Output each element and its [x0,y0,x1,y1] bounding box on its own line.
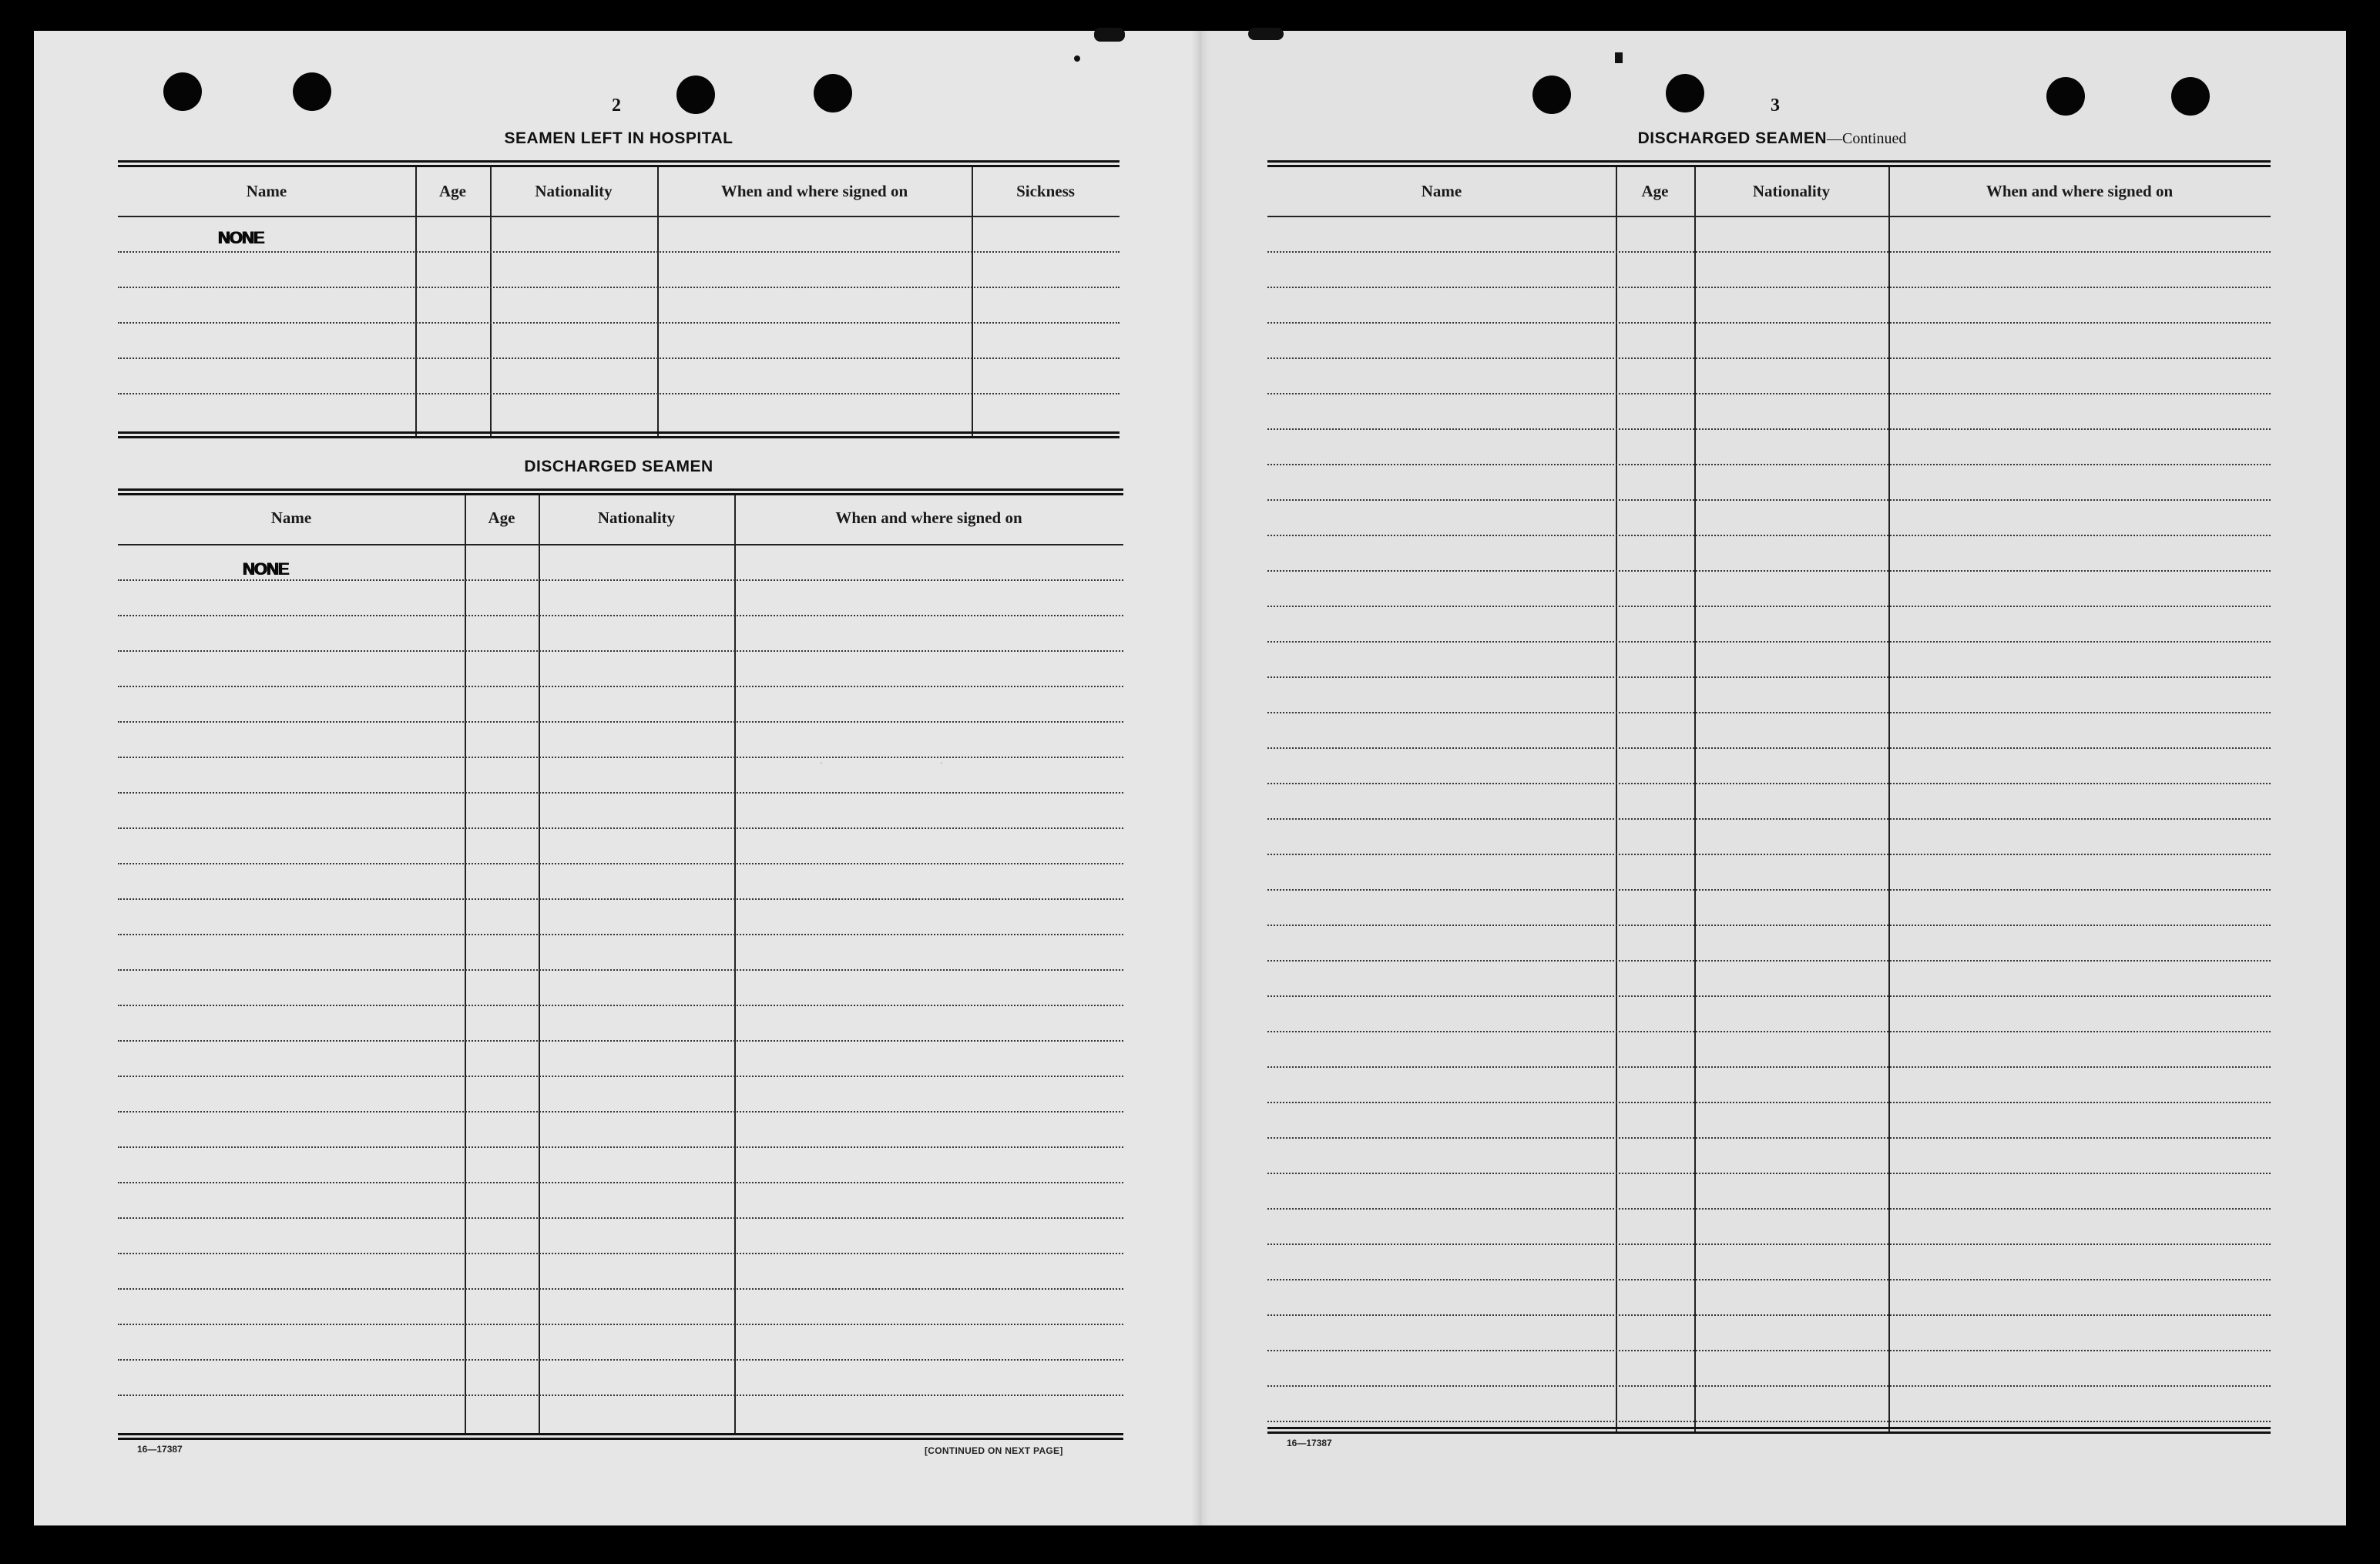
form-row-line [118,792,1123,794]
form-row-line [118,898,1123,900]
form-code: 16—17387 [137,1444,183,1455]
form-row-line [1267,676,2271,678]
column-header-nationality: Nationality [535,182,613,200]
punch-hole [1532,76,1571,114]
form-row-line [118,1076,1123,1077]
form-row-line [118,1324,1123,1325]
form-row-line [118,1359,1123,1361]
form-row-line [118,1146,1123,1148]
form-row-line [118,1040,1123,1042]
column-header-name: Name [270,508,312,527]
form-row-line [1267,428,2271,430]
page-number: 3 [1771,96,1780,116]
section-title-discharged-continued [1464,129,2080,148]
punch-hole [676,76,715,114]
form-row-line [1267,1314,2271,1316]
tear-mark [1074,55,1080,62]
column-header-name: Name [1421,182,1462,200]
form-row-line [118,934,1123,935]
form-row-line [118,1288,1123,1290]
form-row-line [118,1217,1123,1219]
form-row-line [1267,960,2271,962]
form-row-line [1267,464,2271,465]
punch-hole [2046,77,2085,116]
form-row-line [1267,1066,2271,1068]
form-row-line [1267,1102,2271,1103]
entry-none-stamp: NONE [243,559,289,579]
punch-hole [1666,74,1704,112]
form-row-line [118,757,1123,758]
form-row-line [118,1111,1123,1113]
form-row-line [1267,854,2271,855]
form-row-line [118,579,1123,581]
form-row-line [1267,1350,2271,1351]
form-row-line [118,650,1123,652]
punch-hole [2171,77,2210,116]
form-row-line [1267,925,2271,926]
form-row-line [118,969,1123,971]
form-row-line [118,827,1123,829]
discharged-table [118,488,1123,1441]
form-row-line [1267,606,2271,607]
column-header-nationality: Nationality [597,508,676,527]
page-number: 2 [612,96,621,116]
entry-none-stamp: NONE [218,228,264,247]
punch-hole [163,72,202,111]
form-row-line [1267,322,2271,324]
form-row-line [118,721,1123,723]
section-title-discharged: DISCHARGED SEAMEN [524,458,713,475]
form-row-line [1267,287,2271,288]
form-row-line [1267,641,2271,643]
column-header-age: Age [488,508,515,527]
form-row-line [118,1005,1123,1006]
tear-mark [1248,28,1284,40]
form-row-line [1267,535,2271,536]
punch-hole [293,72,331,111]
column-header-signed-on: When and where signed on [835,508,1022,527]
form-row-line [118,1182,1123,1183]
form-row-line [118,615,1123,616]
form-row-line [1267,499,2271,501]
form-row-line [1267,1208,2271,1210]
tear-mark [1615,52,1623,63]
form-row-line [1267,1279,2271,1280]
column-header-age: Age [439,182,466,200]
form-row-line [118,1395,1123,1396]
form-row-line [1267,1421,2271,1422]
form-row-line [1267,818,2271,820]
column-header-age: Age [1641,182,1669,200]
tear-mark [1094,28,1125,42]
form-row-line [1267,1173,2271,1174]
form-row-line [1267,1385,2271,1387]
page-fold [1191,31,1210,1525]
form-row-line [1267,995,2271,997]
column-header-name: Name [246,182,287,200]
column-header-signed-on: When and where signed on [720,182,908,200]
form-row-line [1267,251,2271,253]
title-suffix: —Continued [1827,130,1907,147]
form-row-line [118,863,1123,864]
form-row-line [1267,357,2271,359]
column-header-signed-on: When and where signed on [1986,182,2174,200]
form-row-line [1267,1137,2271,1139]
form-row-line [1267,889,2271,891]
form-row-line [1267,783,2271,784]
form-row-line [1267,712,2271,713]
punch-hole [814,74,852,112]
form-row-line [1267,747,2271,749]
hospital-table [118,160,1120,438]
form-row-line [1267,1031,2271,1032]
title-main: DISCHARGED SEAMEN [1637,129,1827,147]
column-header-sickness: Sickness [1016,182,1075,200]
form-row-line [1267,570,2271,572]
continued-note: [CONTINUED ON NEXT PAGE] [925,1445,1063,1456]
form-code: 16—17387 [1287,1438,1332,1448]
form-row-line [118,686,1123,687]
discharged-continued-table [1267,160,2271,1433]
form-row-line [1267,1243,2271,1245]
section-title-hospital: SEAMEN LEFT IN HOSPITAL [504,129,733,147]
form-row-line [118,1253,1123,1254]
bleed-through: · · · [231,316,472,334]
bleed-through: · · [770,755,947,773]
column-header-nationality: Nationality [1752,182,1831,200]
form-row-line [1267,393,2271,394]
